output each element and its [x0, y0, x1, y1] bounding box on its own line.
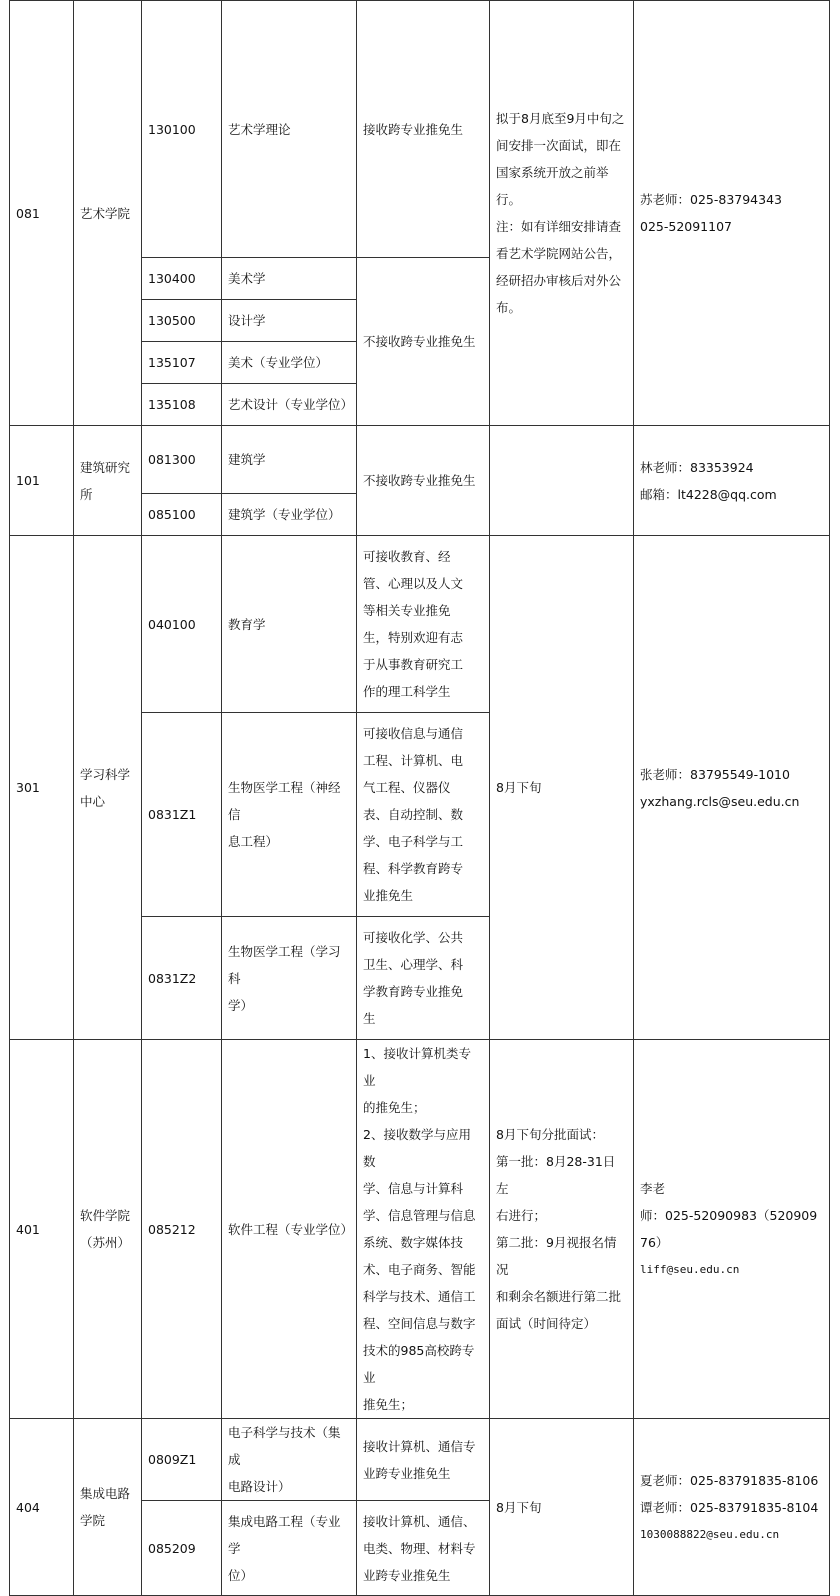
contact-cell: [634, 1419, 830, 1596]
policy-line: 不接收跨专业推免生: [363, 473, 476, 488]
major-name-line: 息工程）: [228, 834, 279, 849]
policy-line: 生，特别欢迎有志: [363, 630, 464, 645]
interview-line: 8月下旬分批面试：: [496, 1127, 604, 1142]
policy-line: 业跨专业推免生: [363, 1465, 451, 1481]
dept-name-cell: [74, 536, 142, 1040]
dept-code-cell: 301: [10, 536, 74, 1040]
policy-line: 业跨专业推免生: [363, 1567, 451, 1583]
major-name-cell: [222, 713, 357, 917]
contact-line: 李老: [640, 1181, 666, 1196]
contact-cell: [634, 426, 830, 536]
dept-name-line: （苏州）: [80, 1235, 131, 1250]
policy-line: 可接收信息与通信: [363, 726, 464, 741]
dept-name-line: 学习科学: [80, 766, 131, 782]
major-code-cell: 040100: [142, 536, 222, 713]
dept-code-cell: 401: [10, 1040, 74, 1419]
contact-line: 1030088822@seu.edu.cn: [640, 1527, 780, 1541]
contact-line: 025-52091107: [640, 219, 732, 234]
policy-line: 不接收跨专业推免生: [363, 334, 476, 349]
major-code-cell: 085100: [142, 494, 222, 536]
interview-cell: [490, 1, 634, 426]
policy-line: 作的理工科学生: [363, 684, 451, 699]
major-name-cell: [222, 917, 357, 1040]
interview-line: 看艺术学院网站公告，: [496, 246, 622, 261]
major-code-cell: 135108: [142, 384, 222, 426]
policy-line: 卫生、心理学、科: [363, 957, 464, 972]
contact-line: 张老师：83795549-1010: [640, 766, 790, 782]
admission-table: [9, 0, 830, 1596]
interview-line: 8月下旬: [496, 1499, 542, 1515]
interview-line: 右进行；: [496, 1208, 547, 1223]
major-name-cell: [222, 494, 357, 536]
interview-line: 和剩余名额进行第二批: [496, 1289, 622, 1304]
interview-line: 8月下旬: [496, 780, 542, 795]
policy-line: 技术的985高校跨专业: [363, 1343, 475, 1385]
contact-line: yxzhang.rcls@seu.edu.cn: [640, 793, 800, 809]
table-row: [10, 1419, 830, 1501]
policy-cell: [357, 1501, 490, 1596]
major-code-cell: 130500: [142, 300, 222, 342]
major-name-cell: [222, 300, 357, 342]
dept-code-cell: 404: [10, 1419, 74, 1596]
policy-line: 气工程、仪器仪: [363, 780, 451, 795]
dept-name-line: 建筑研究: [80, 459, 131, 475]
interview-line: 经研招办审核后对外公: [496, 273, 622, 288]
major-code-cell: 085212: [142, 1040, 222, 1419]
policy-line: 电类、物理、材料专: [363, 1540, 476, 1556]
major-name-line: 美术学: [228, 271, 266, 286]
major-name-line: 教育学: [228, 616, 266, 632]
major-code-cell: 130400: [142, 258, 222, 300]
table-row: [10, 1, 830, 258]
contact-line: 苏老师：025-83794343: [640, 192, 782, 207]
dept-name-line: 中心: [80, 793, 106, 809]
major-code-cell: 0831Z2: [142, 917, 222, 1040]
dept-name-line: 艺术学院: [80, 205, 131, 221]
major-name-cell: [222, 1501, 357, 1596]
policy-line: 于从事教育研究工: [363, 657, 464, 672]
dept-name-cell: [74, 1, 142, 426]
major-name-cell: [222, 1419, 357, 1501]
major-name-cell: [222, 536, 357, 713]
policy-line: 科学与技术、通信工: [363, 1289, 476, 1304]
policy-line: 工程、计算机、电: [363, 753, 464, 768]
major-code-cell: 085209: [142, 1501, 222, 1596]
interview-line: 行。: [496, 192, 522, 207]
contact-cell: [634, 536, 830, 1040]
contact-line: 师：025-52090983（52090976）: [640, 1208, 818, 1250]
major-code-cell: 081300: [142, 426, 222, 494]
table-row: [10, 426, 830, 494]
policy-cell: [357, 1419, 490, 1501]
major-code-cell: 0809Z1: [142, 1419, 222, 1501]
policy-line: 程、空间信息与数字: [363, 1316, 476, 1331]
major-name-line: 艺术设计（专业学位）: [228, 397, 354, 412]
dept-name-line: 集成电路: [80, 1486, 131, 1501]
major-name-line: 集成电路工程（专业学: [228, 1513, 341, 1556]
contact-cell: [634, 1040, 830, 1419]
major-name-line: 学）: [228, 997, 254, 1013]
policy-line: 业推免生: [363, 888, 414, 903]
policy-line: 生: [363, 1011, 376, 1026]
major-name-cell: [222, 342, 357, 384]
dept-name-line: 学院: [80, 1513, 106, 1528]
policy-cell: [357, 713, 490, 917]
major-name-line: 建筑学: [228, 452, 266, 467]
dept-code-cell: 081: [10, 1, 74, 426]
contact-line: 邮箱：lt4228@qq.com: [640, 486, 777, 502]
major-name-cell: [222, 258, 357, 300]
interview-cell: [490, 536, 634, 1040]
interview-cell: [490, 1419, 634, 1596]
major-name-line: 美术（专业学位）: [228, 355, 329, 370]
policy-line: 接收计算机、通信专: [363, 1438, 476, 1454]
contact-line: 林老师：83353924: [640, 459, 754, 475]
dept-name-cell: [74, 1419, 142, 1596]
major-name-line: 设计学: [228, 313, 266, 328]
contact-line: 谭老师：025-83791835-8104: [640, 1499, 819, 1515]
table-row: [10, 1040, 830, 1419]
policy-cell: [357, 1040, 490, 1419]
major-name-line: 建筑学（专业学位）: [228, 507, 341, 522]
policy-line: 系统、数字媒体技: [363, 1235, 464, 1250]
policy-line: 可接收教育、经: [363, 549, 451, 564]
policy-line: 接收计算机、通信、: [363, 1513, 476, 1529]
policy-line: 1、接收计算机类专业: [363, 1046, 471, 1088]
dept-name-cell: [74, 426, 142, 536]
policy-line: 等相关专业推免: [363, 603, 451, 618]
contact-line: 夏老师：025-83791835-8106: [640, 1472, 819, 1488]
policy-cell: [357, 536, 490, 713]
major-name-cell: [222, 426, 357, 494]
contact-cell: [634, 1, 830, 426]
policy-line: 术、电子商务、智能: [363, 1262, 476, 1277]
policy-line: 接收跨专业推免生: [363, 121, 464, 137]
policy-line: 表、自动控制、数: [363, 807, 464, 822]
dept-name-line: 所: [80, 486, 93, 502]
interview-cell: [490, 426, 634, 536]
major-name-cell: [222, 384, 357, 426]
interview-line: 布。: [496, 300, 522, 315]
policy-line: 可接收化学、公共: [363, 930, 464, 945]
policy-cell: [357, 426, 490, 536]
interview-line: 拟于8月底至9月中旬之: [496, 111, 625, 126]
dept-name-cell: [74, 1040, 142, 1419]
contact-line: liff@seu.edu.cn: [640, 1263, 740, 1276]
policy-line: 学、信息与计算科: [363, 1181, 464, 1196]
major-name-line: 电子科学与技术（集成: [228, 1425, 341, 1467]
interview-line: 间安排一次面试，即在: [496, 138, 622, 153]
major-code-cell: 135107: [142, 342, 222, 384]
major-name-line: 位）: [228, 1567, 254, 1583]
major-name-cell: [222, 1040, 357, 1419]
major-code-cell: 0831Z1: [142, 713, 222, 917]
interview-line: 第一批：8月28-31日左: [496, 1154, 616, 1196]
policy-line: 2、接收数学与应用数: [363, 1127, 471, 1169]
dept-code-cell: 101: [10, 426, 74, 536]
policy-cell: [357, 258, 490, 426]
major-name-line: 艺术学理论: [228, 121, 291, 137]
interview-line: 国家系统开放之前举: [496, 165, 609, 180]
policy-line: 学、信息管理与信息: [363, 1208, 476, 1223]
policy-line: 的推免生；: [363, 1100, 426, 1115]
interview-cell: [490, 1040, 634, 1419]
major-name-line: 生物医学工程（神经信: [228, 780, 341, 822]
policy-line: 管、心理以及人文: [363, 576, 464, 591]
policy-line: 程、科学教育跨专: [363, 861, 464, 876]
policy-line: 学、电子科学与工: [363, 834, 464, 849]
table-row: [10, 536, 830, 713]
policy-line: 学教育跨专业推免: [363, 984, 464, 999]
major-name-cell: [222, 1, 357, 258]
interview-line: 面试（时间待定）: [496, 1316, 597, 1331]
policy-line: 推免生；: [363, 1397, 414, 1412]
interview-line: 第二批：9月视报名情况: [496, 1235, 617, 1277]
policy-cell: [357, 917, 490, 1040]
major-code-cell: 130100: [142, 1, 222, 258]
major-name-line: 生物医学工程（学习科: [228, 943, 341, 986]
major-name-line: 软件工程（专业学位）: [228, 1221, 354, 1237]
interview-line: 注：如有详细安排请查: [496, 219, 622, 234]
dept-name-line: 软件学院: [80, 1208, 131, 1223]
policy-cell: [357, 1, 490, 258]
major-name-line: 电路设计）: [228, 1479, 291, 1494]
